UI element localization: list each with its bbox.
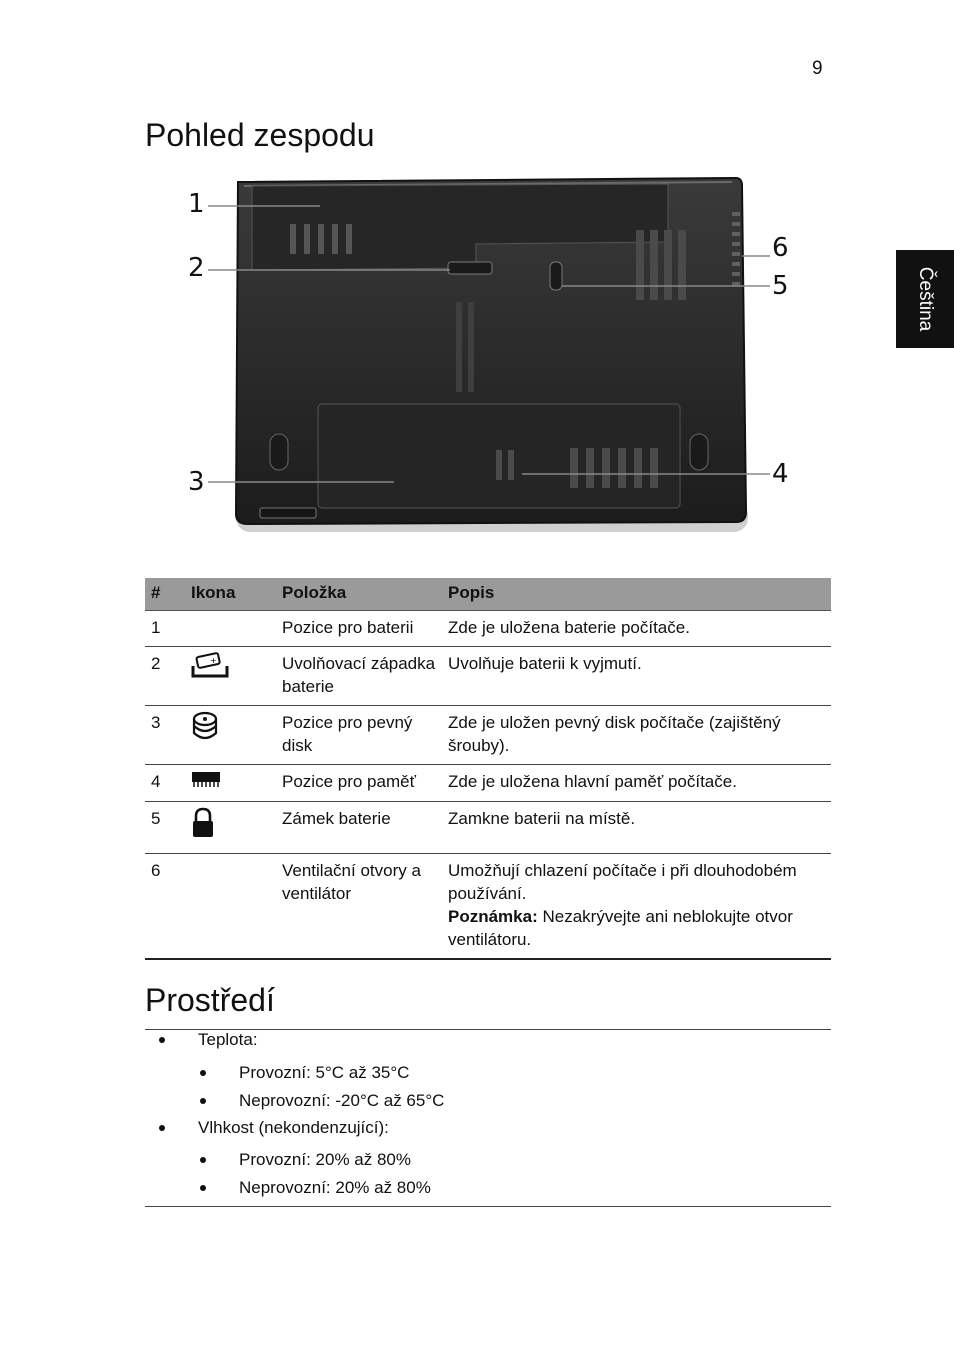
- row-desc: Zde je uložena baterie počítače.: [442, 610, 831, 646]
- language-tab-label: Čeština: [915, 266, 936, 332]
- list-item: Neprovozní: 20% až 80%: [239, 1178, 431, 1197]
- header-item: Položka: [276, 578, 442, 610]
- row-icon: [185, 801, 276, 853]
- bullet: [159, 1037, 165, 1043]
- row-icon: [185, 646, 276, 705]
- row-item: Pozice pro paměť: [276, 764, 442, 801]
- row-icon: [185, 610, 276, 646]
- callout-1: 1: [188, 189, 205, 219]
- header-num: #: [145, 578, 185, 610]
- parts-table: [145, 578, 831, 960]
- row-desc-cell: [442, 853, 831, 959]
- section-title-environment: Prostředí: [145, 982, 275, 1018]
- list-item: Neprovozní: -20°C až 65°C: [239, 1091, 445, 1110]
- header-desc: Popis: [442, 578, 831, 610]
- table-row: [145, 646, 831, 705]
- row-num: 1: [145, 610, 185, 646]
- bullet: [159, 1125, 165, 1131]
- battery-release-icon: [191, 652, 229, 686]
- row-desc: Zde je uložena hlavní paměť počítače.: [442, 764, 831, 801]
- table-header-row: [145, 578, 831, 610]
- callout-2: 2: [188, 253, 205, 283]
- row-num: 5: [145, 801, 185, 853]
- row-num: 2: [145, 646, 185, 705]
- row-num: 4: [145, 764, 185, 801]
- laptop-bottom-illustration: [180, 172, 800, 542]
- language-tab: [896, 250, 954, 348]
- row-icon: [185, 764, 276, 801]
- bullet: [200, 1157, 206, 1163]
- bullet: [200, 1185, 206, 1191]
- list-item: Provozní: 5°C až 35°C: [239, 1063, 410, 1082]
- row-item: Pozice pro pevný disk: [276, 705, 442, 764]
- divider-bottom: [145, 1206, 831, 1207]
- header-icon: Ikona: [185, 578, 276, 610]
- row-desc: Uvolňuje baterii k vyjmutí.: [442, 646, 831, 705]
- table-row: [145, 801, 831, 853]
- memory-icon: [191, 770, 221, 794]
- row-icon: [185, 705, 276, 764]
- row-num: 6: [145, 853, 185, 959]
- list-item: Vlhkost (nekondenzující):: [198, 1118, 389, 1137]
- table-row: [145, 705, 831, 764]
- row-desc: Umožňují chlazení počítače i při dlouhodobém používání.: [448, 860, 797, 903]
- table-row: [145, 853, 831, 959]
- row-desc: Zamkne baterii na místě.: [442, 801, 831, 853]
- row-item: Pozice pro baterii: [276, 610, 442, 646]
- row-item: Uvolňovací západka baterie: [276, 646, 442, 705]
- row-item: Ventilační otvory a ventilátor: [276, 853, 442, 959]
- callout-4: 4: [772, 459, 789, 489]
- callout-6: 6: [772, 233, 789, 263]
- note-label: Poznámka:: [448, 906, 538, 926]
- page-number: 9: [812, 58, 823, 79]
- callout-5: 5: [772, 271, 789, 301]
- row-item: Zámek baterie: [276, 801, 442, 853]
- list-item: Provozní: 20% až 80%: [239, 1150, 411, 1169]
- row-icon: [185, 853, 276, 959]
- hard-disk-icon: [191, 711, 219, 747]
- bullet: [200, 1098, 206, 1104]
- row-desc: Zde je uložen pevný disk počítače (zajištěný šrouby).: [442, 705, 831, 764]
- callout-3: 3: [188, 467, 205, 497]
- row-num: 3: [145, 705, 185, 764]
- table-row: [145, 764, 831, 801]
- bullet: [200, 1070, 206, 1076]
- list-item: Teplota:: [198, 1030, 258, 1049]
- lock-icon: [191, 807, 215, 845]
- section-title-bottom-view: Pohled zespodu: [145, 117, 375, 153]
- laptop-bottom-figure: [180, 172, 800, 542]
- svg-text:+: +: [210, 655, 217, 665]
- table-row: [145, 610, 831, 646]
- note-text: Nezakrývejte ani neblokujte otvor ventilátoru.: [448, 906, 793, 949]
